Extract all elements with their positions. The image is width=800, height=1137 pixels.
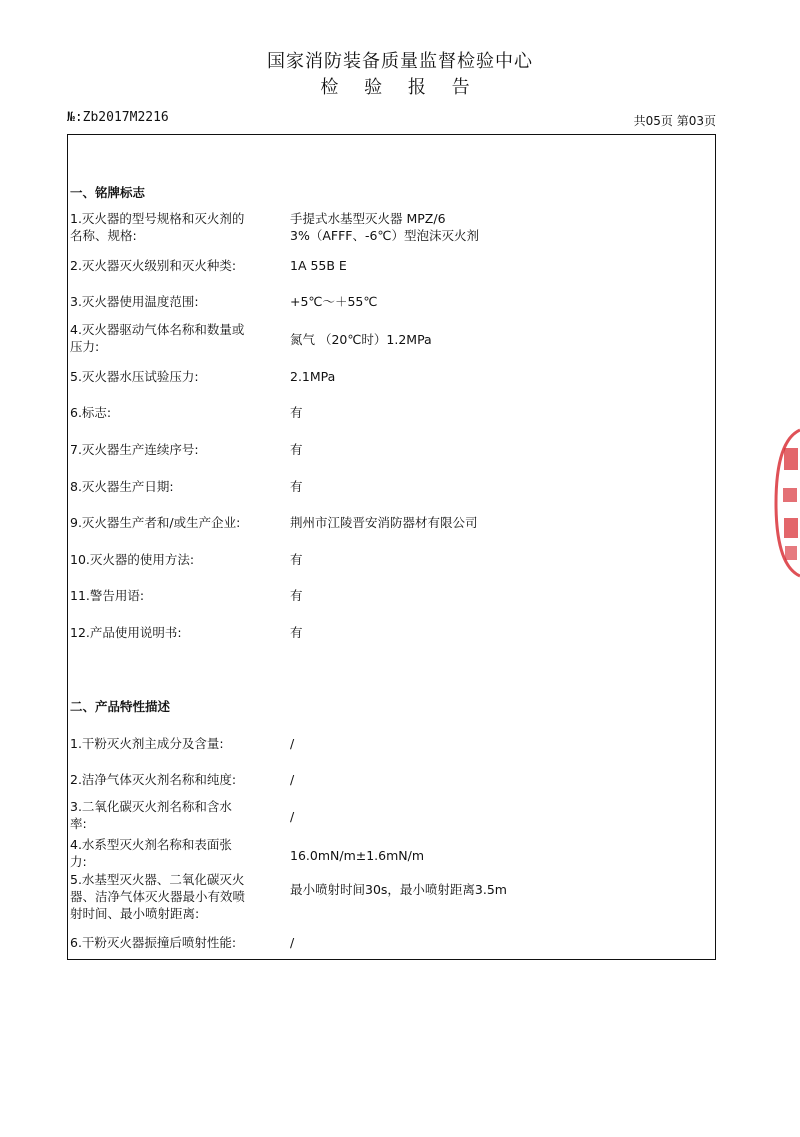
row-label: 2.灭火器灭火级别和灭火种类: <box>70 258 237 273</box>
row-label: 11.警告用语: <box>70 588 145 603</box>
row-label: 4.水系型灭火剂名称和表面张 力: <box>70 837 232 869</box>
row-label: 1.干粉灭火剂主成分及含量: <box>70 736 224 751</box>
row-value: 有 <box>290 442 303 457</box>
org-title: 国家消防装备质量监督检验中心 <box>267 51 533 72</box>
section-title-nameplate: 一、铭牌标志 <box>70 185 146 200</box>
row-value: 最小喷射时间30s，最小喷射距离3.5m <box>290 882 507 897</box>
row-value: 氮气 （20℃时）1.2MPa <box>290 332 432 347</box>
row-label: 5.水基型灭火器、二氧化碳灭火 器、洁净气体灭火器最小有效喷 射时间、最小喷射距离: <box>70 872 246 921</box>
row-label: 9.灭火器生产者和/或生产企业: <box>70 515 241 530</box>
row-label: 1.灭火器的型号规格和灭火剂的 名称、规格: <box>70 211 245 243</box>
row-value: 有 <box>290 588 303 603</box>
row-value: 有 <box>290 625 303 640</box>
row-label: 6.标志: <box>70 405 112 420</box>
row-label: 8.灭火器生产日期: <box>70 479 174 494</box>
row-value: 有 <box>290 552 303 567</box>
row-label: 3.灭火器使用温度范围: <box>70 294 199 309</box>
doc-title: 检 验 报 告 <box>320 77 480 98</box>
row-value: 2.1MPa <box>290 369 336 384</box>
inspection-seal <box>774 428 800 578</box>
row-label: 2.洁净气体灭火剂名称和纯度: <box>70 772 237 787</box>
row-value: 有 <box>290 479 303 494</box>
row-value: / <box>290 736 295 751</box>
report-number: №:Zb2017M2216 <box>67 110 169 125</box>
row-label: 4.灭火器驱动气体名称和数量或 压力: <box>70 322 245 354</box>
row-value: 16.0mN/m±1.6mN/m <box>290 848 425 863</box>
row-label: 12.产品使用说明书: <box>70 625 182 640</box>
row-label: 6.干粉灭火器振撞后喷射性能: <box>70 935 237 950</box>
row-value: 荆州市江陵晋安消防器材有限公司 <box>290 515 478 530</box>
row-label: 5.灭火器水压试验压力: <box>70 369 199 384</box>
row-value: / <box>290 809 295 824</box>
section-title-characteristics: 二、产品特性描述 <box>70 699 171 714</box>
row-value: 有 <box>290 405 303 420</box>
row-label: 7.灭火器生产连续序号: <box>70 442 199 457</box>
row-value: 1A 55B E <box>290 258 347 273</box>
row-value: 手提式水基型灭火器 MPZ/6 3%（AFFF、-6℃）型泡沫灭火剂 <box>290 211 479 243</box>
row-label: 10.灭火器的使用方法: <box>70 552 195 567</box>
page-info: 共05页 第03页 <box>633 114 716 128</box>
row-value: / <box>290 935 295 950</box>
row-value: / <box>290 772 295 787</box>
row-value: +5℃～＋55℃ <box>290 294 378 309</box>
row-label: 3.二氧化碳灭火剂名称和含水 率: <box>70 799 232 831</box>
